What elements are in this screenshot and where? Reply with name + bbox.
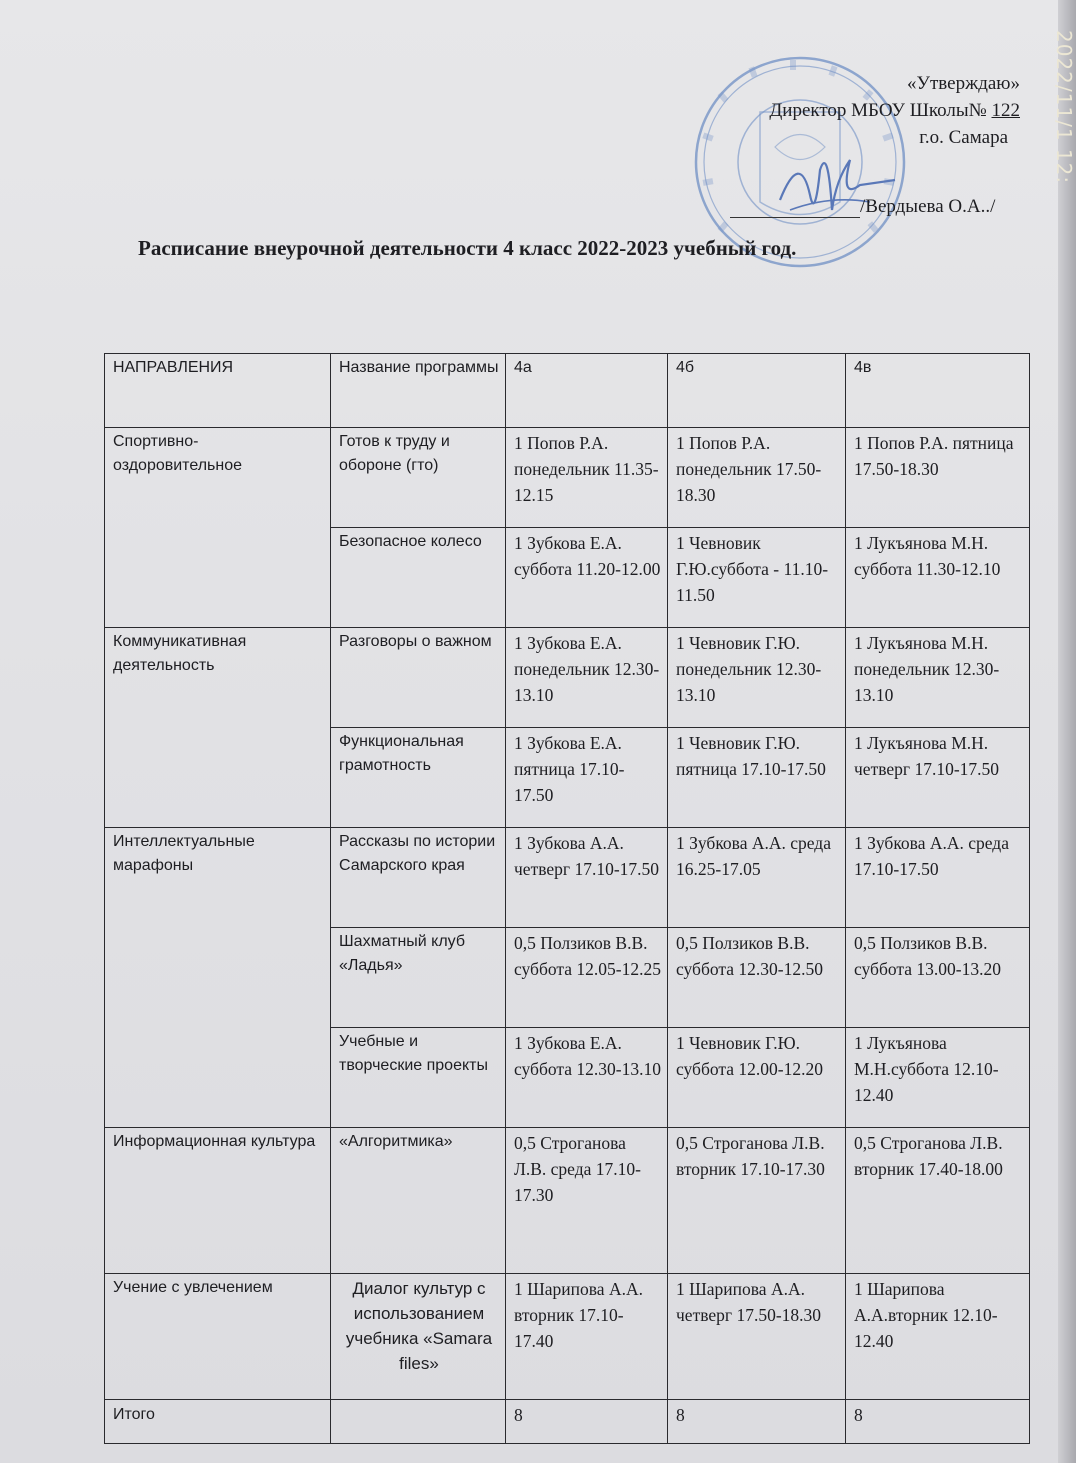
cell-4b: 1 Шарипова А.А. четверг 17.50-18.30: [668, 1274, 846, 1400]
table-row: [105, 828, 1030, 928]
approval-line1: «Утверждаю»: [907, 73, 1020, 94]
total-4v: 8: [846, 1400, 1030, 1444]
direction-cell: Спортивно-оздоровительное: [105, 428, 331, 628]
cell-4a: 1 Зубкова Е.А. пятница 17.10-17.50: [506, 728, 668, 828]
table-row: [105, 1274, 1030, 1400]
page-title: Расписание внеурочной деятельности 4 класс 2022-2023 учебный год.: [138, 236, 797, 260]
cell-4b: 1 Попов Р.А. понедельник 17.50-18.30: [668, 428, 846, 528]
cell-4b: 1 Чевновик Г.Ю. пятница 17.10-17.50: [668, 728, 846, 828]
program-cell: Функциональная грамотность: [331, 728, 506, 828]
program-cell: Учебные и творческие проекты: [331, 1028, 506, 1128]
cell-4v: 1 Лукъянова М.Н. понедельник 12.30-13.10: [846, 628, 1030, 728]
program-cell: Разговоры о важном: [331, 628, 506, 728]
cell-4a: 1 Зубкова А.А. четверг 17.10-17.50: [506, 828, 668, 928]
direction-cell: Интеллектуальные марафоны: [105, 828, 331, 1128]
program-cell: Готов к труду и обороне (гто): [331, 428, 506, 528]
schedule-table: [104, 353, 1030, 1444]
signature-name: /Вердыева О.А../: [860, 196, 996, 217]
table-row: [105, 628, 1030, 728]
page-edge: [1052, 0, 1076, 1463]
program-cell: Рассказы по истории Самарского края: [331, 828, 506, 928]
cell-4a: 1 Зубкова Е.А. суббота 11.20-12.00: [506, 528, 668, 628]
table-header-row: [105, 354, 1030, 428]
cell-4a: 0,5 Строганова Л.В. среда 17.10-17.30: [506, 1128, 668, 1274]
cell-4b: 1 Зубкова А.А. среда 16.25-17.05: [668, 828, 846, 928]
approval-block: [769, 70, 1020, 151]
cell-4b: 1 Чевновик Г.Ю. суббота 12.00-12.20: [668, 1028, 846, 1128]
cell-4v: 1 Зубкова А.А. среда 17.10-17.50: [846, 828, 1030, 928]
direction-cell: Коммуникативная деятельность: [105, 628, 331, 828]
program-cell: Безопасное колесо: [331, 528, 506, 628]
program-cell: Шахматный клуб «Ладья»: [331, 928, 506, 1028]
cell-4a: 1 Шарипова А.А. вторник 17.10-17.40: [506, 1274, 668, 1400]
signature-line: [730, 196, 995, 218]
photo-timestamp: 2022/11/1 12:: [1052, 30, 1076, 185]
header-program: Название программы: [331, 354, 506, 428]
school-number: 122: [991, 100, 1020, 121]
cell-4a: 0,5 Ползиков В.В. суббота 12.05-12.25: [506, 928, 668, 1028]
cell-4v: 1 Попов Р.А. пятница 17.50-18.30: [846, 428, 1030, 528]
cell-4v: 1 Шарипова А.А.вторник 12.10-12.40: [846, 1274, 1030, 1400]
table-row: [105, 428, 1030, 528]
total-program: [331, 1400, 506, 1444]
cell-4v: 1 Лукъянова М.Н. суббота 11.30-12.10: [846, 528, 1030, 628]
header-4a: 4а: [506, 354, 668, 428]
program-cell: Диалог культур с использованием учебника «Samara files»: [331, 1274, 506, 1400]
approval-city: г.о. Самара: [919, 127, 1008, 148]
total-4a: 8: [506, 1400, 668, 1444]
cell-4b: 0,5 Строганова Л.В. вторник 17.10-17.30: [668, 1128, 846, 1274]
total-4b: 8: [668, 1400, 846, 1444]
cell-4b: 0,5 Ползиков В.В. суббота 12.30-12.50: [668, 928, 846, 1028]
cell-4a: 1 Попов Р.А. понедельник 11.35-12.15: [506, 428, 668, 528]
table-row: [105, 1128, 1030, 1274]
direction-cell: Учение с увлечением: [105, 1274, 331, 1400]
cell-4a: 1 Зубкова Е.А. понедельник 12.30-13.10: [506, 628, 668, 728]
cell-4v: 1 Лукъянова М.Н. четверг 17.10-17.50: [846, 728, 1030, 828]
total-row: [105, 1400, 1030, 1444]
header-4b: 4б: [668, 354, 846, 428]
cell-4v: 0,5 Ползиков В.В. суббота 13.00-13.20: [846, 928, 1030, 1028]
cell-4b: 1 Чевновик Г.Ю. понедельник 12.30-13.10: [668, 628, 846, 728]
approval-line2: [769, 97, 1020, 124]
total-label: Итого: [105, 1400, 331, 1444]
cell-4a: 1 Зубкова Е.А. суббота 12.30-13.10: [506, 1028, 668, 1128]
cell-4v: 0,5 Строганова Л.В. вторник 17.40-18.00: [846, 1128, 1030, 1274]
signature-blank: [730, 199, 860, 218]
direction-cell: Информационная культура: [105, 1128, 331, 1274]
cell-4b: 1 Чевновик Г.Ю.суббота - 11.10-11.50: [668, 528, 846, 628]
approval-position: Директор МБОУ Школы№: [769, 100, 987, 121]
program-cell: «Алгоритмика»: [331, 1128, 506, 1274]
header-4v: 4в: [846, 354, 1030, 428]
header-directions: НАПРАВЛЕНИЯ: [105, 354, 331, 428]
cell-4v: 1 Лукъянова М.Н.суббота 12.10-12.40: [846, 1028, 1030, 1128]
